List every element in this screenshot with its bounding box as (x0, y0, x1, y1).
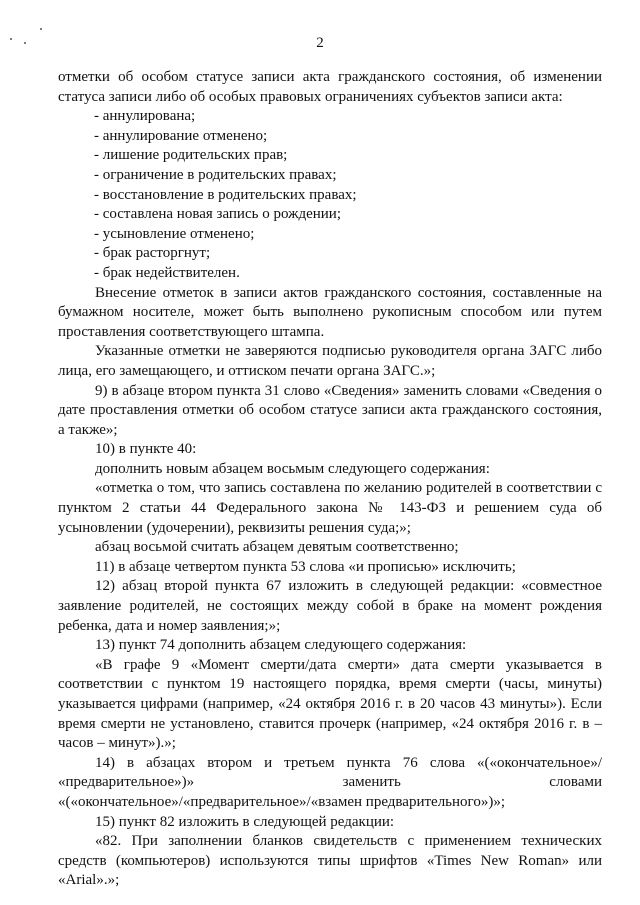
paragraph: «82. При заполнении бланков свидетельств с применением технических средств (компьютеров) используются типы шрифтов «Times New Roman» или «Arial».»; (58, 833, 602, 889)
paragraph: 9) в абзаце втором пункта 31 слово «Сведения» заменить словами «Сведения о дате проставления отметки об особом статусе записи акта гражданского состояния, а также»; (58, 382, 602, 438)
list-item: - восстановление в родительских правах; (94, 186, 357, 203)
paragraph: отметки об особом статусе записи акта гражданского состояния, об изменении статуса записи либо об особых правовых ограничениях субъектов записи акта: (58, 69, 602, 105)
list-item: - брак недействителен. (94, 264, 240, 281)
paragraph: 14) в абзацах втором и третьем пункта 76 слова «(«окончательное»/ «предварительное»)» заменить словами «(«окончательное»/«предварительное»/«взамен предварительного»)»; (58, 754, 602, 810)
document-body (58, 68, 602, 891)
paragraph: 13) пункт 74 дополнить абзацем следующего содержания: (95, 637, 467, 654)
list-item: - усыновление отменено; (94, 225, 255, 242)
paragraph: «В графе 9 «Момент смерти/дата смерти» дата смерти указывается в соответствии с пунктом 19 настоящего порядка, время смерти (часы, минуты) указывается цифрами (например, «24 октября 2016 г. в 20 часов 43 минуты»). Если время смерти не установлено, ставится прочерк (например, «24 октября 2016 г. в – часов – минут»).»; (58, 656, 602, 752)
paragraph: 15) пункт 82 изложить в следующей редакции: (95, 813, 395, 830)
paragraph: Внесение отметок в записи актов гражданского состояния, составленные на бумажном носителе, может быть выполнено рукописным способом или путем проставления соответствующего штампа. (58, 284, 602, 340)
list-item: - ограничение в родительских правах; (94, 166, 337, 183)
list-item: - аннулирование отменено; (94, 127, 268, 144)
paragraph: «отметка о том, что запись составлена по желанию родителей в соответствии с пунктом 2 статьи 44 Федерального закона № 143-ФЗ и решением суда об усыновлении (удочерении), реквизиты решения суда;»; (58, 480, 602, 536)
list-item: - составлена новая запись о рождении; (94, 206, 341, 223)
paragraph: 10) в пункте 40: (95, 441, 197, 458)
paragraph: абзац восьмой считать абзацем девятым соответственно; (95, 539, 459, 556)
paragraph: Указанные отметки не заверяются подписью руководителя органа ЗАГС либо лица, его замещающего, и оттиском печати органа ЗАГС.»; (58, 343, 602, 379)
paragraph: 11) в абзаце четвертом пункта 53 слова «и прописью» исключить; (95, 558, 516, 575)
list-item: - аннулирована; (94, 108, 196, 125)
list-item: - брак расторгнут; (94, 245, 211, 262)
paragraph: 12) абзац второй пункта 67 изложить в следующей редакции: «совместное заявление родителей, не состоящих между собой в браке на момент рождения ребенка, дата и номер заявления;»; (58, 578, 602, 634)
page-number: 2 (316, 35, 324, 51)
scan-speck (40, 28, 42, 30)
paragraph: дополнить новым абзацем восьмым следующего содержания: (95, 460, 490, 477)
list-item: - лишение родительских прав; (94, 147, 288, 164)
